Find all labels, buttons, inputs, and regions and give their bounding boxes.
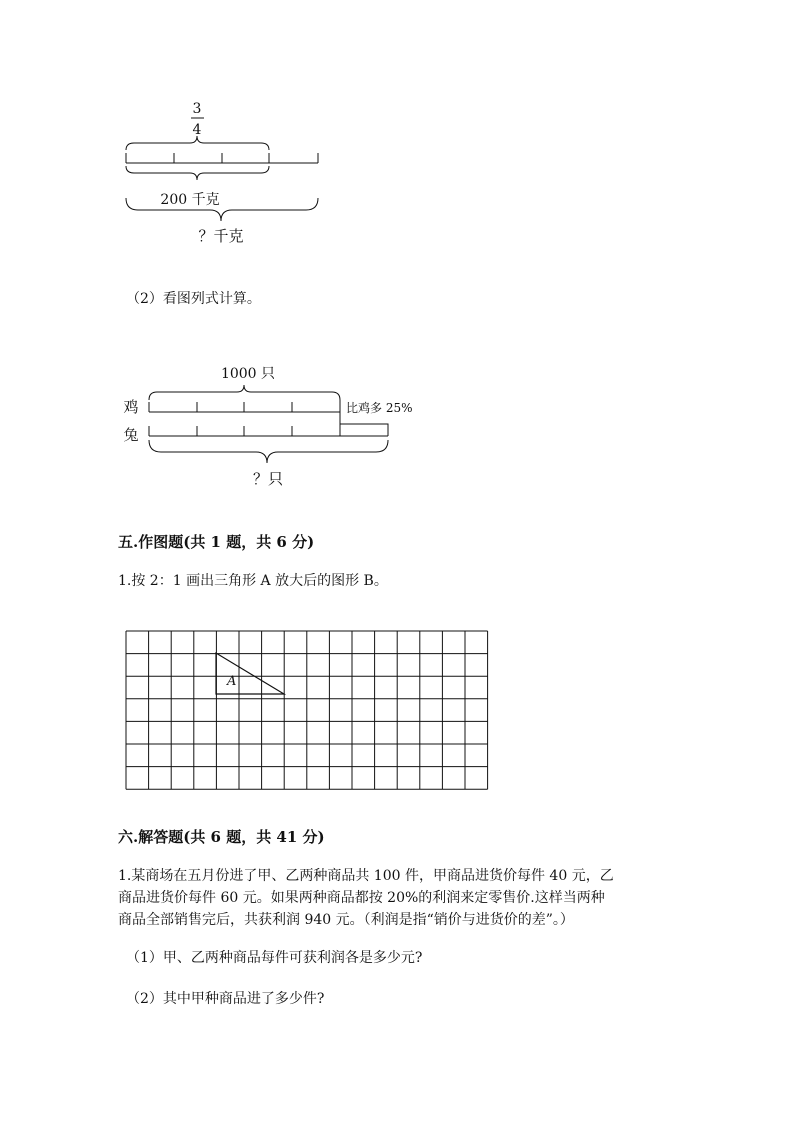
outer-brace	[126, 198, 318, 221]
rabbit-label: 兔	[123, 426, 139, 444]
outer-brace-label: ？千克	[198, 227, 244, 245]
sub-question-1: （1）甲、乙两种商品每件可获利润各是多少元?	[126, 950, 423, 966]
triangle-a-label: A	[227, 674, 237, 689]
section-6-question-1	[118, 865, 678, 931]
chicken-top-brace	[149, 385, 340, 400]
section-5-question-1: 1.按 2：1 画出三角形 A 放大后的图形 B。	[118, 573, 388, 589]
sub-question-2: （2）其中甲种商品进了多少件?	[126, 991, 325, 1007]
fraction-numerator: 3	[192, 101, 202, 117]
question-text-line: 商品进货价每件 60 元。如果两种商品都按 20%的利润来定零售价.这样当两种	[118, 890, 605, 906]
inner-brace-label: 200 千克	[160, 192, 220, 208]
fraction-denominator: 4	[192, 122, 202, 138]
rabbit-total-label: ？只	[252, 470, 284, 488]
question-text-line: 商品全部销售完后，共获利润 940 元。（利润是指“销价与进货价的差”。）	[118, 912, 574, 928]
top-count-label: 1000 只	[220, 366, 276, 382]
top-brace	[126, 136, 269, 150]
question-text-line: 1.某商场在五月份进了甲、乙两种商品共 100 件，甲商品进货价每件 40 元，乙	[118, 868, 614, 884]
extra-label: 比鸡多 25%	[346, 401, 413, 415]
inner-brace	[126, 166, 269, 180]
question-2-label: （2）看图列式计算。	[126, 291, 261, 307]
section-6-heading: 六.解答题(共 6 题，共 41 分)	[118, 828, 325, 846]
rabbit-bottom-brace	[149, 440, 388, 463]
chicken-label: 鸡	[123, 398, 139, 416]
drawing-grid	[126, 631, 488, 789]
section-5-heading: 五.作图题(共 1 题，共 6 分)	[118, 533, 315, 551]
